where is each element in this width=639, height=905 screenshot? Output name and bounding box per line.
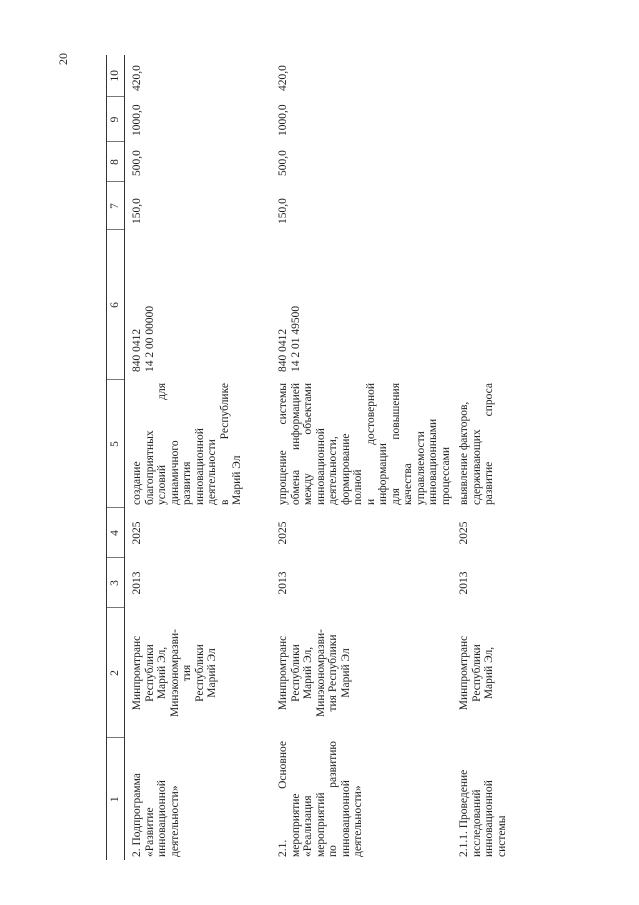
budget-code-cell: 840 0412 14 2 00 00000 — [131, 305, 156, 372]
amount-cell: 500,0 — [277, 150, 289, 176]
budget-code-cell: 840 0412 14 2 01 49500 — [277, 305, 302, 372]
result-cell: создание благоприятных условий для динамичного развития инновационной деятельности в Республике Марий Эл — [131, 383, 243, 505]
column-header: 10 — [107, 55, 125, 97]
amount-cell — [452, 97, 508, 142]
measure-name-cell: 2. Подпрограмма «Развитие инновационной деятельности» — [131, 773, 181, 857]
amount-cell: 1000,0 — [131, 104, 143, 136]
end-year-cell: 2025 — [131, 521, 143, 545]
result-cell: выявление факторов, сдерживающих развитие спроса — [458, 383, 495, 505]
amount-cell — [452, 55, 508, 97]
end-year-cell: 2025 — [458, 521, 470, 545]
table-row — [125, 55, 272, 860]
amount-cell: 420,0 — [131, 65, 143, 91]
column-header: 3 — [107, 558, 125, 608]
executor-cell: Минпромтранс Республики Марий Эл, Минэкономразви- тия Республики Марий Эл — [131, 629, 218, 717]
amount-cell: 500,0 — [131, 150, 143, 176]
executor-cell: Минпромтранс Республики Марий Эл, Минэкономразви- тия Республики Марий Эл — [277, 629, 352, 717]
header-row — [107, 55, 125, 860]
table-row — [452, 55, 508, 860]
column-header: 1 — [107, 738, 125, 860]
page-number: 20 — [56, 53, 70, 65]
column-header: 6 — [107, 230, 125, 380]
program-table — [106, 55, 508, 860]
column-header: 2 — [107, 608, 125, 738]
executor-cell: Минпромтранс Республики Марий Эл, — [458, 635, 495, 711]
amount-cell: 420,0 — [277, 65, 289, 91]
budget-code-cell — [452, 230, 508, 380]
column-header: 9 — [107, 97, 125, 142]
amount-cell: 150,0 — [131, 198, 143, 224]
column-header: 7 — [107, 182, 125, 230]
measure-name-cell: 2.1. Основное мероприятие «Реализация мероприятий по развитию инновационной деятельности» — [277, 741, 364, 857]
column-header: 5 — [107, 380, 125, 508]
table-row — [271, 55, 452, 860]
start-year-cell: 2013 — [277, 571, 289, 595]
amount-cell — [452, 142, 508, 182]
column-header: 8 — [107, 142, 125, 182]
amount-cell — [452, 182, 508, 230]
column-header: 4 — [107, 508, 125, 558]
start-year-cell: 2013 — [458, 571, 470, 595]
end-year-cell: 2025 — [277, 521, 289, 545]
amount-cell: 1000,0 — [277, 104, 289, 136]
measure-name-cell: 2.1.1. Проведение исследований инновационной системы — [458, 769, 508, 857]
amount-cell: 150,0 — [277, 198, 289, 224]
result-cell: упрощение системы обмена информацией между объектами инновационной деятельности, формирование полной и достоверной информации для повышения качества управляемости инновационными процессами — [277, 383, 452, 505]
start-year-cell: 2013 — [131, 571, 143, 595]
